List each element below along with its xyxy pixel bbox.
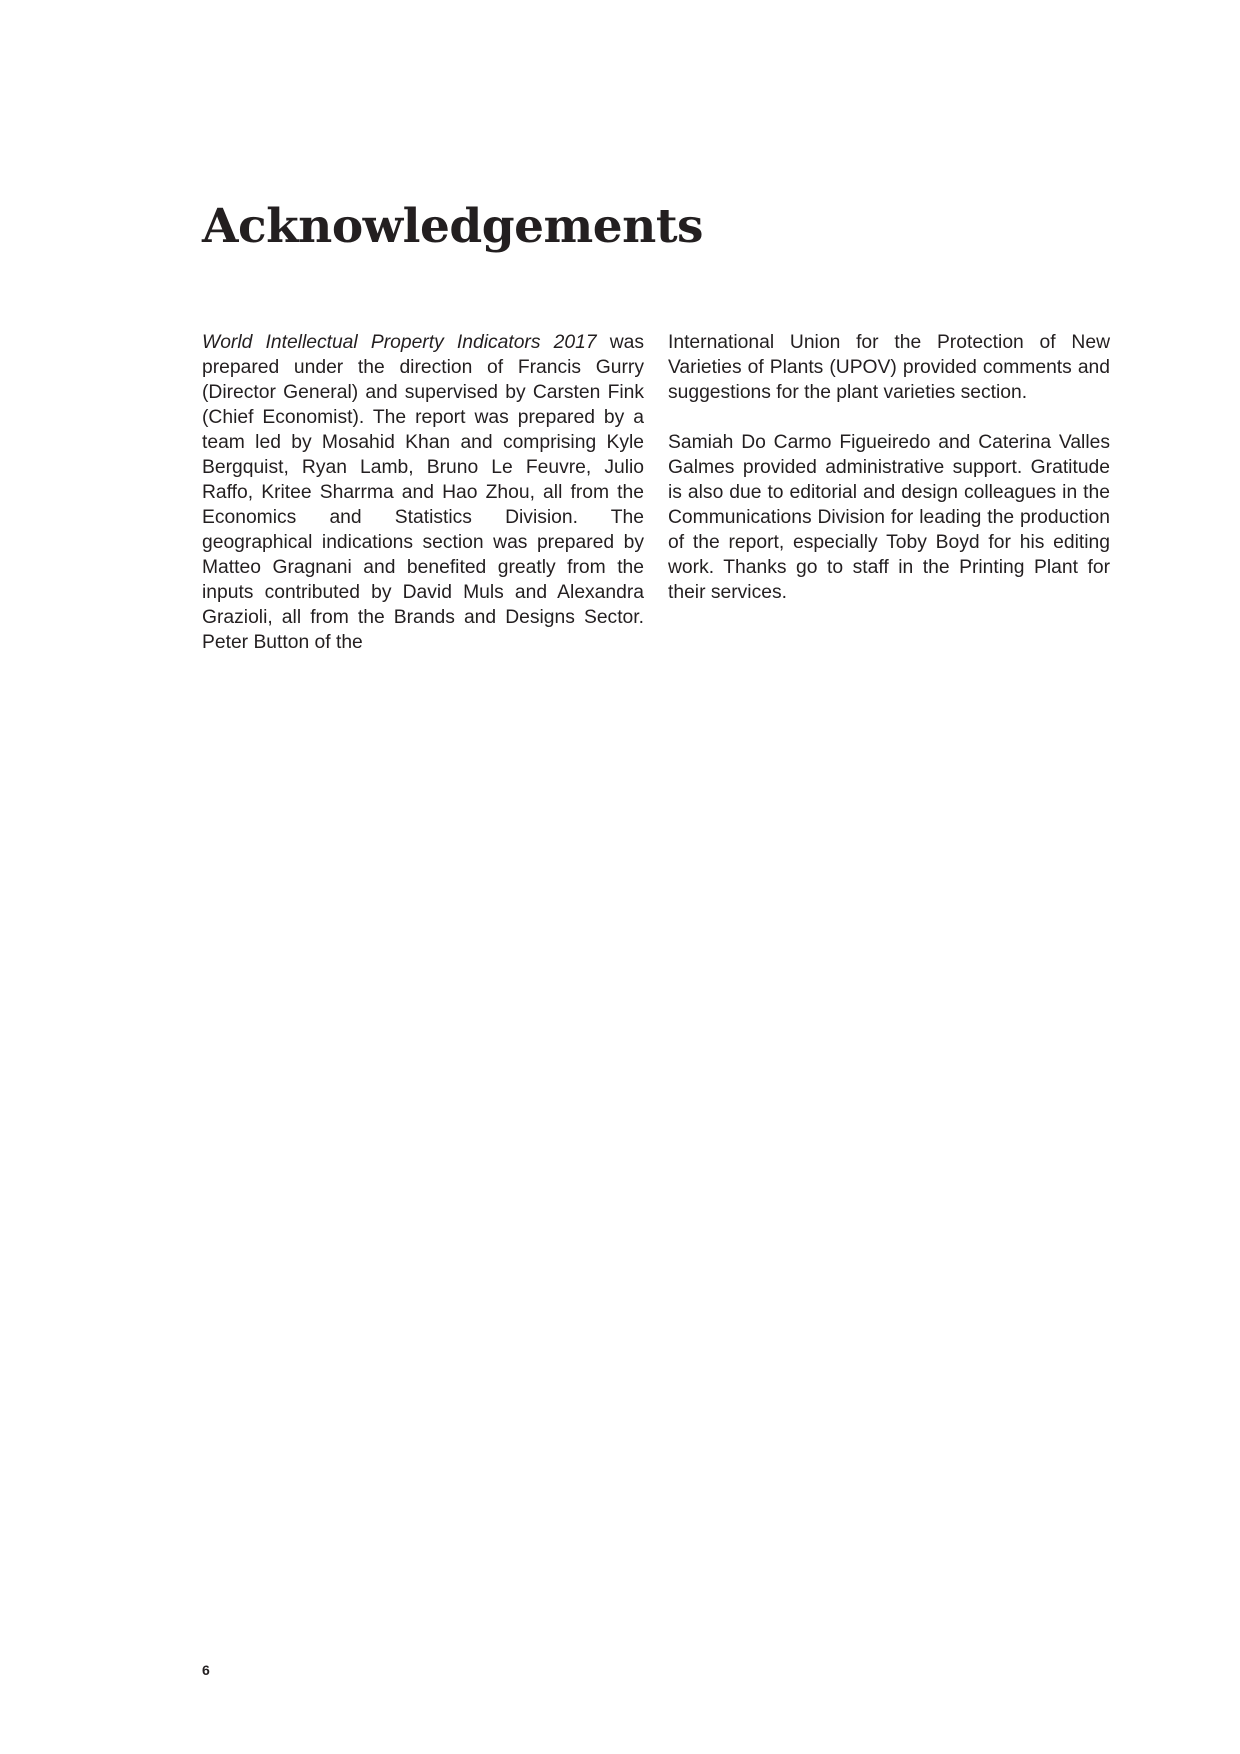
left-column	[202, 330, 644, 655]
paragraph-text: was prepared under the direction of Francis Gurry (Director General) and supervised by Carsten Fink (Chief Economist). The report was prepared by a team led by Mosahid Khan and comprising Kyle Bergquist, Ryan Lamb, Bruno Le Feuvre, Julio Raffo, Kritee Sharrma and Hao Zhou, all from the Economics and Statistics Division. The geographical indications section was prepared by Matteo Gragnani and benefited greatly from the inputs contributed by David Muls and Alexandra Grazioli, all from the Brands and Designs Sector. Peter Button of the	[202, 332, 644, 653]
acknowledgement-paragraph	[202, 330, 644, 655]
upov-paragraph: International Union for the Protection of New Varieties of Plants (UPOV) provided comments and suggestions for the plant varieties section.	[668, 332, 1110, 403]
page-number: 6	[202, 1662, 210, 1678]
support-paragraph: Samiah Do Carmo Figueiredo and Caterina Valles Galmes provided administrative support. Gratitude is also due to editorial and design colleagues in the Communications Division for leading the production of the report, especially Toby Boyd for his editing work. Thanks go to staff in the Printing Plant for their services.	[668, 432, 1110, 603]
report-title: World Intellectual Property Indicators 2017	[202, 332, 597, 353]
right-column	[668, 330, 1110, 605]
page-title: Acknowledgements	[202, 199, 703, 254]
